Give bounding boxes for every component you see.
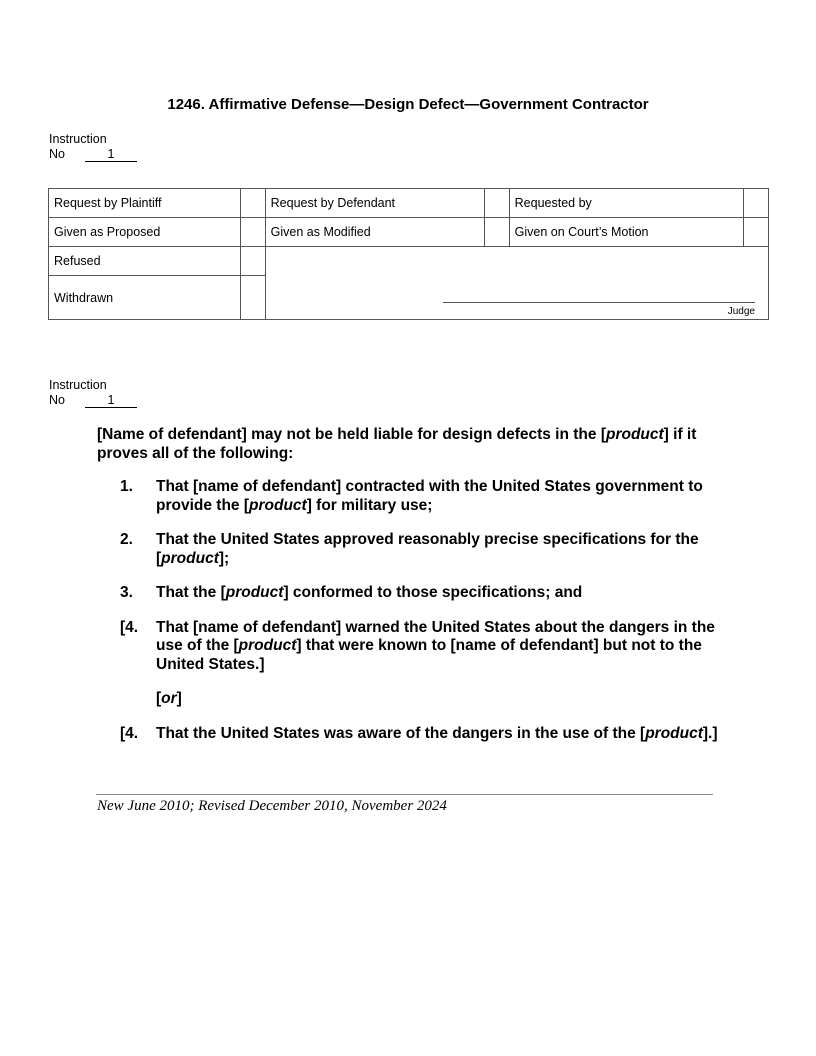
withdrawn-label: Withdrawn [49,276,241,320]
element-item-1 [97,478,727,515]
instruction-number-block-bottom [49,378,137,408]
item-text: ].] [702,724,718,742]
element-item-4a [97,619,727,675]
item-text: That [name of defendant] contracted with the United States government to provide the [ [156,478,703,514]
or-connector [156,690,727,709]
judge-signature-line[interactable] [443,302,755,303]
or-bracket: ] [176,690,182,707]
item-number: 1. [120,478,133,495]
instruction-intro [97,426,727,463]
no-label: No [49,392,65,407]
no-label: No [49,146,65,161]
page-title: 1246. Affirmative Defense—Design Defect—Government Contractor [167,96,649,113]
instruction-label: Instruction [49,378,107,392]
item-number: [4. [120,618,139,636]
given-on-courts-motion-checkbox[interactable] [744,218,769,247]
judge-signature-area [265,247,768,320]
disposition-form-table [48,188,769,320]
or-text: or [161,690,177,707]
element-item-4b [97,725,727,744]
item-number: 2. [120,531,133,548]
or-bracket: [ [156,690,162,707]
revision-history: New June 2010; Revised December 2010, November 2024 [97,798,447,814]
given-as-modified-checkbox[interactable] [484,218,509,247]
footer-divider [96,794,713,795]
product-placeholder: product [161,549,219,567]
product-placeholder: product [238,637,297,654]
given-on-courts-motion-label: Given on Court’s Motion [509,218,743,247]
item-text: ] conformed to those specifications; and [283,584,583,601]
request-by-plaintiff-label: Request by Plaintiff [49,189,241,218]
given-as-proposed-label: Given as Proposed [49,218,241,247]
instruction-number-field[interactable]: 1 [85,148,137,162]
item-text: ] for military use; [306,496,433,514]
requested-by-checkbox[interactable] [744,189,769,218]
product-placeholder: product [645,724,703,742]
item-number: 3. [120,584,133,601]
intro-text: ] if it proves all of the following: [97,426,697,462]
product-placeholder: product [249,496,307,514]
request-by-defendant-checkbox[interactable] [484,189,509,218]
refused-checkbox[interactable] [240,247,265,276]
request-by-plaintiff-checkbox[interactable] [240,189,265,218]
item-text: ]; [218,549,230,567]
instruction-label: Instruction [49,132,107,146]
product-placeholder: product [225,584,284,601]
judge-label: Judge [727,306,755,317]
instruction-number-field[interactable]: 1 [85,394,137,408]
item-number: [4. [120,724,139,742]
item-text: That the United States was aware of the dangers in the use of the [ [156,724,646,742]
product-placeholder: product [605,426,664,443]
intro-text: [Name of defendant] may not be held liable for design defects in the [ [97,426,606,443]
withdrawn-checkbox[interactable] [240,276,265,320]
item-text: That the [ [156,584,226,601]
refused-label: Refused [49,247,241,276]
item-text: ] that were known to [name of defendant] but not to the United States.] [156,637,702,673]
instruction-body [97,426,727,759]
instruction-number-block-top [49,132,137,162]
given-as-modified-label: Given as Modified [265,218,484,247]
item-text: That [name of defendant] warned the United States about the dangers in the use of the [ [156,618,715,654]
request-by-defendant-label: Request by Defendant [265,189,484,218]
given-as-proposed-checkbox[interactable] [240,218,265,247]
element-item-3 [97,584,727,603]
requested-by-label: Requested by [509,189,743,218]
item-text: That the United States approved reasonably precise specifications for the [ [156,531,699,567]
element-item-2 [97,531,727,568]
